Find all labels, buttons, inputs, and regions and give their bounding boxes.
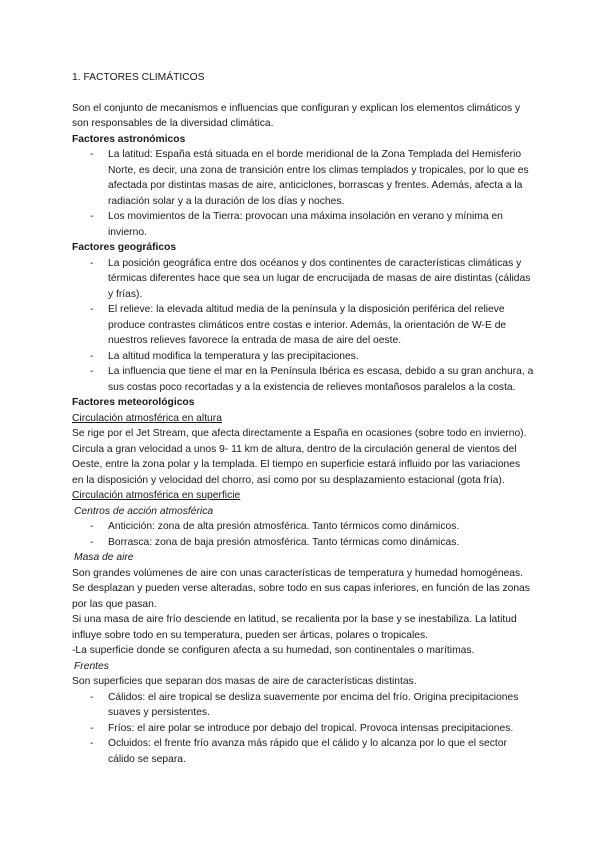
altura-paragraph: Se rige por el Jet Stream, que afecta directamente a España en ocasiones (sobre todo en invierno). Circula a gran velocidad a unos 9- 11 km de altura, dentro de la circulación general de vientos del Oeste, entre la zona polar y la templada. El tiempo en superficie estará influido por las variaciones en la disposición y velocidad del chorro, así como por su desplazamiento estacional (gota fría). <box>72 428 527 486</box>
list-item: - La altitud modifica la temperatura y las precipitaciones. <box>72 349 534 365</box>
list-item: - El relieve: la elevada altitud media de la península y la disposición periférica del relieve produce contrastes climáticos entre costas e interior. Además, la orientación de W-E de nuestros relieves favorece la entrada de masa de aire del oeste. <box>72 302 534 349</box>
astronomicos-list <box>72 147 534 240</box>
list-item: - Anticición: zona de alta presión atmosférica. Tanto térmicos como dinámicos. <box>72 519 534 535</box>
list-item: - La influencia que tiene el mar en la Península Ibérica es escasa, debido a su gran anchura, a sus costas poco recortadas y a la existencia de relieves montañosos paralelos a la costa. <box>72 364 534 395</box>
meteorologicos-heading: Factores meteorológicos <box>72 397 195 408</box>
intro-paragraph: Son el conjunto de mecanismos e influencias que configuran y explican los elementos climáticos y son responsables de la diversidad climática. <box>72 102 521 129</box>
masa-paragraph-2: Si una masa de aire frío desciende en latitud, se recalienta por la base y se inestabiliza. La latitud influye sobre todo en su temperatura, pueden ser árticas, polares o tropicales. <box>72 614 517 641</box>
list-item: - Ocluidos: el frente frío avanza más rápido que el cálido y lo alcanza por lo que el sector cálido se separa. <box>72 736 534 767</box>
geograficos-heading: Factores geográficos <box>72 242 177 253</box>
list-item: - Borrasca: zona de baja presión atmosférica. Tanto térmicas como dinámicas. <box>72 535 534 551</box>
list-item: - La latitud: España está situada en el borde meridional de la Zona Templada del Hemisferio Norte, es decir, una zona de transición entre los climas templados y tropicales, por lo que es afectada por distintas masas de aire, anticiclones, borrascas y frentes. Además, afecta a la radiación solar y a la duración de los días y noches. <box>72 147 534 209</box>
list-item: - Cálidos: el aire tropical se desliza suavemente por encima del frío. Origina precipitaciones suaves y persistentes. <box>72 690 534 721</box>
geograficos-list <box>72 256 534 396</box>
masa-paragraph-3: -La superficie donde se configuren afecta a su humedad, son continentales o marítimas. <box>72 645 475 656</box>
section-title: 1. FACTORES CLIMÁTICOS <box>72 72 205 83</box>
centros-subheading: Centros de acción atmosférica <box>74 505 214 517</box>
altura-subheading: Circulación atmosférica en altura <box>72 412 222 424</box>
frentes-subheading: Frentes <box>74 660 109 672</box>
list-item: - Los movimientos de la Tierra: provocan una máxima insolación en verano y mínima en invierno. <box>72 209 534 240</box>
astronomicos-heading: Factores astronómicos <box>72 133 186 145</box>
masa-paragraph-1: Son grandes volúmenes de aire con unas características de temperatura y humedad homogéneas. Se desplazan y pueden verse alteradas, sobre todo en sus capas inferiores, en función de las zonas por las que pasan. <box>72 567 530 610</box>
frentes-paragraph: Son superficies que separan dos masas de aire de características distintas. <box>72 676 417 687</box>
frentes-list <box>72 690 534 768</box>
list-item: - La posición geográfica entre dos océanos y dos continentes de características climáticas y térmicas diferentes hace que sea un lugar de encrucijada de masas de aire distintas (cálidas y frías). <box>72 256 534 303</box>
masa-subheading: Masa de aire <box>74 552 134 563</box>
superficie-subheading: Circulación atmosférica en superficie <box>72 490 241 501</box>
list-item: - Fríos: el aire polar se introduce por debajo del tropical. Provoca intensas precipitaciones. <box>72 721 534 737</box>
document-page <box>72 70 534 767</box>
centros-list <box>72 519 534 550</box>
